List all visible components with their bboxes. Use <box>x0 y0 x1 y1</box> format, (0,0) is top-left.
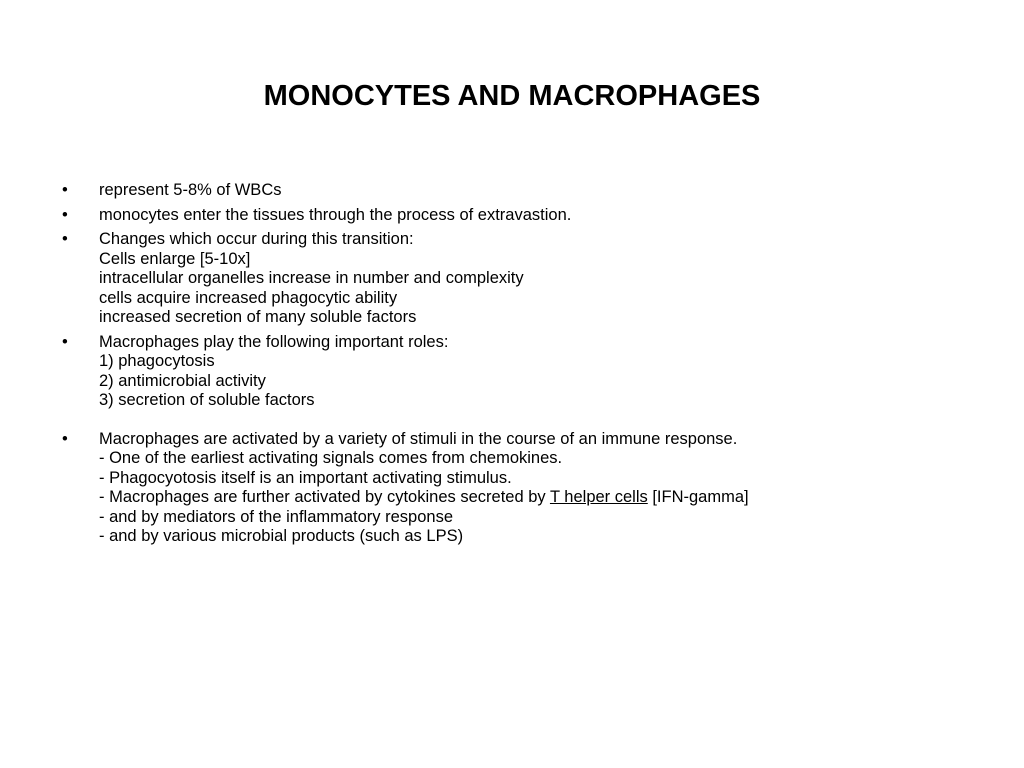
bullet-item-wbc-percentage <box>62 181 962 201</box>
bullet-heading: Macrophages play the following important roles: <box>99 332 449 351</box>
sub-line: intracellular organelles increase in number and complexity <box>99 269 524 287</box>
sub-line: - and by mediators of the inflammatory response <box>99 507 454 526</box>
link-line-after: [IFN-gamma] <box>647 488 749 506</box>
t-helper-cells-link[interactable]: T helper cells <box>549 488 648 506</box>
sub-line: increased secretion of many soluble factors <box>99 308 417 326</box>
sub-line: 2) antimicrobial activity <box>99 371 266 390</box>
bullet-item-extravasation <box>62 206 962 226</box>
sub-line: - One of the earliest activating signals comes from chemokines. <box>99 449 563 467</box>
bullet-heading: Macrophages are activated by a variety of stimuli in the course of an immune response. <box>99 429 738 448</box>
sub-line: 1) phagocytosis <box>99 352 215 370</box>
bullet-heading: Changes which occur during this transition: <box>99 230 414 248</box>
slide-title: MONOCYTES AND MACROPHAGES <box>263 80 761 112</box>
bullet-text: represent 5-8% of WBCs <box>99 181 282 199</box>
bullet-icon: • <box>62 429 68 448</box>
sub-line: cells acquire increased phagocytic ability <box>99 288 398 307</box>
sub-line: - Phagocyotosis itself is an important activating stimulus. <box>99 468 512 487</box>
bullet-icon: • <box>62 230 68 248</box>
sub-line-with-link <box>99 488 962 508</box>
bullet-icon: • <box>62 205 68 224</box>
sub-line: - and by various microbial products (such as LPS) <box>99 527 464 545</box>
bullet-text: monocytes enter the tissues through the process of extravastion. <box>99 205 572 224</box>
bullet-list <box>62 181 962 552</box>
bullet-icon: • <box>62 181 68 199</box>
bullet-item-macrophage-roles <box>62 333 962 411</box>
bullet-icon: • <box>62 332 68 351</box>
bullet-item-macrophage-activation <box>62 430 962 547</box>
sub-line: 3) secretion of soluble factors <box>99 391 315 409</box>
bullet-item-transition-changes <box>62 230 962 328</box>
link-line-before: - Macrophages are further activated by cytokines secreted by <box>99 488 550 506</box>
sub-line: Cells enlarge [5-10x] <box>99 249 251 268</box>
